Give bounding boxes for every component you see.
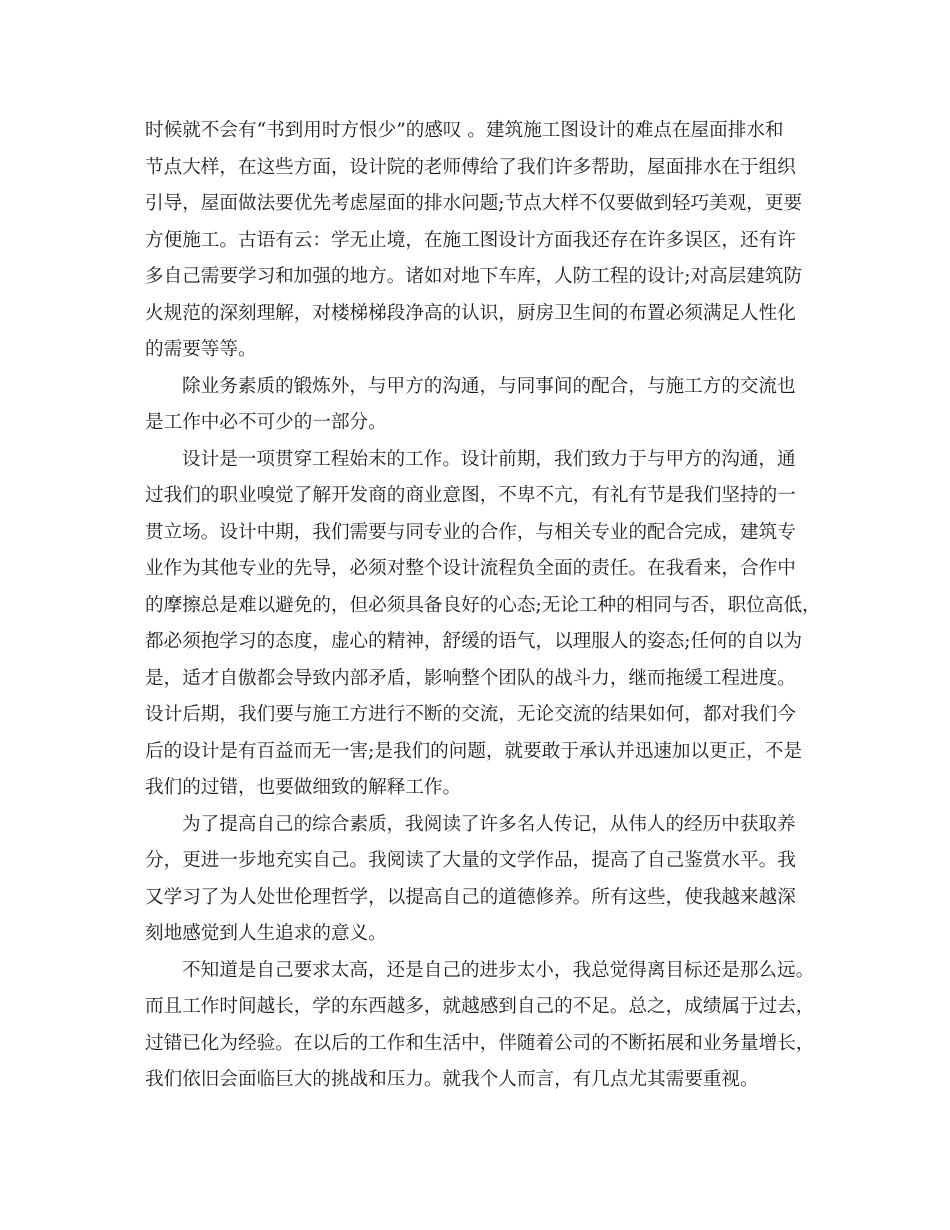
- text-line: 过我们的职业嗅觉了解开发商的商业意图，不卑不亢，有礼有节是我们坚持的一: [145, 485, 796, 506]
- text-line: 是，适才自傲都会导致内部矛盾，影响整个团队的战斗力，继而拖缓工程进度。: [145, 667, 796, 689]
- text-line: 节点大样，在这些方面，设计院的老师傅给了我们许多帮助，屋面排水在于组织: [145, 156, 796, 178]
- text-line: 设计后期，我们要与施工方进行不断的交流，无论交流的结果如何，都对我们今: [145, 704, 796, 725]
- text-line: 的摩擦总是难以避免的，但必须具备良好的心态;无论工种的相同与否，职位高低，: [145, 594, 821, 616]
- text-line: 业作为其他专业的先导，必须对整个设计流程负全面的责任。在我看来，合作中: [145, 558, 796, 579]
- text-line: 的需要等等。: [145, 339, 257, 360]
- text-line: 又学习了为人处世伦理哲学，以提高自己的道德修养。所有这些，使我越来越深: [145, 886, 796, 908]
- body-text: [145, 113, 825, 1099]
- text-line: 都必须抱学习的态度，虚心的精神，舒缓的语气，以理服人的姿态;任何的自以为: [145, 631, 803, 652]
- text-line: 时候就不会有“书到用时方恨少”的感叹 。建筑施工图设计的难点在屋面排水和: [145, 120, 784, 141]
- text-line: 过错已化为经验。在以后的工作和生活中，伴随着公司的不断拓展和业务量增长，: [145, 1032, 815, 1054]
- paragraph-start-line: 为了提高自己的综合素质，我阅读了许多名人传记，从伟人的经历中获取养: [182, 813, 796, 835]
- text-line: 刻地感觉到人生追求的意义。: [145, 923, 387, 944]
- paragraph-start-line: 不知道是自己要求太高，还是自己的进步太小，我总觉得离目标还是那么远。: [182, 959, 815, 981]
- text-line: 火规范的深刻理解，对楼梯梯段净高的认识，厨房卫生间的布置必须满足人性化: [145, 302, 796, 324]
- text-line: 贯立场。设计中期，我们需要与同专业的合作，与相关专业的配合完成，建筑专: [145, 521, 796, 543]
- text-line: 后的设计是有百益而无一害;是我们的问题，就要敢于承认并迅速加以更正，不是: [145, 740, 803, 762]
- paragraph-start-line: 设计是一项贯穿工程始末的工作。设计前期，我们致力于与甲方的沟通，通: [182, 448, 796, 470]
- text-line: 是工作中必不可少的一部分。: [145, 412, 387, 433]
- text-line: 方便施工。古语有云：学无止境，在施工图设计方面我还存在许多误区，还有许: [145, 229, 796, 251]
- text-line: 我们的过错，也要做细致的解释工作。: [145, 777, 462, 798]
- text-line: 分，更进一步地充实自己。我阅读了大量的文学作品，提高了自己鉴赏水平。我: [145, 850, 796, 871]
- text-line: 引导，屋面做法要优先考虑屋面的排水问题;节点大样不仅要做到轻巧美观，更要: [145, 193, 803, 214]
- text-line: 而且工作时间越长，学的东西越多，就越感到自己的不足。总之，成绩属于过去，: [145, 996, 815, 1017]
- paragraph-start-line: 除业务素质的锻炼外，与甲方的沟通，与同事间的配合，与施工方的交流也: [182, 375, 796, 397]
- text-line: 多自己需要学习和加强的地方。诸如对地下车库，人防工程的设计;对高层建筑防: [145, 266, 803, 287]
- text-line: 我们依旧会面临巨大的挑战和压力。就我个人而言，有几点尤其需要重视。: [145, 1069, 759, 1090]
